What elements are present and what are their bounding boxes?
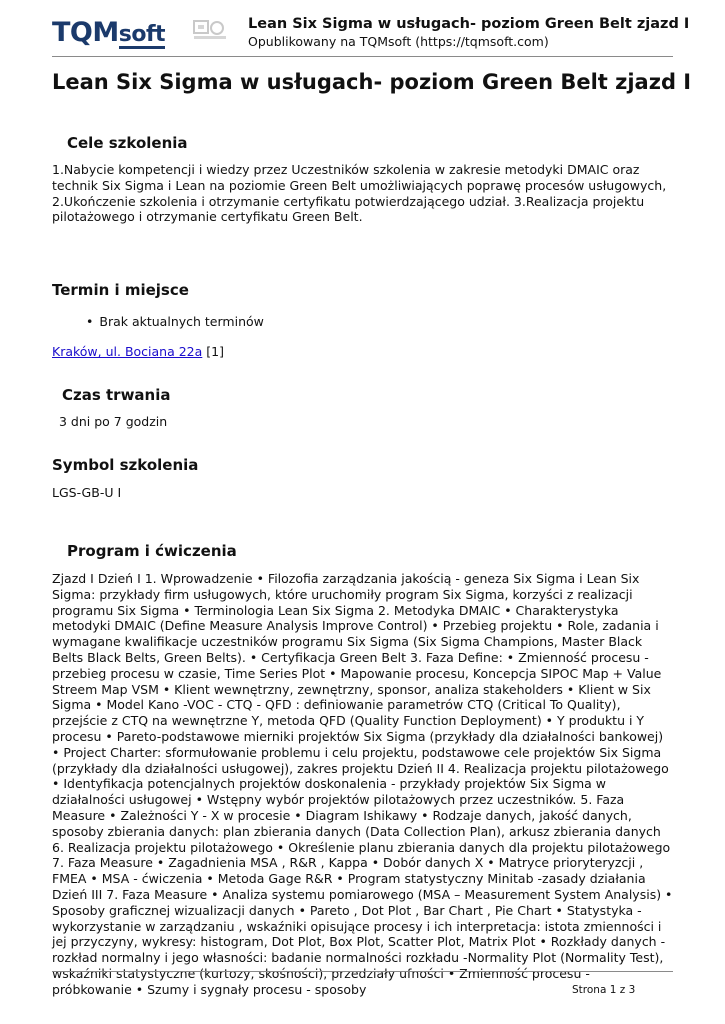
header-title: Lean Six Sigma w usługach- poziom Green Belt zjazd I	[248, 16, 690, 32]
location-link[interactable]: Kraków, ul. Bociana 22a	[52, 344, 203, 359]
logo-tqm-text: TQM	[52, 17, 119, 48]
program-text: Zjazd I Dzień I 1. Wprowadzenie • Filozofia zarządzania jakością - geneza Six Sigma i Lean Six Sigma: przykłady firm usługowych, które uruchomiły program Six Sigma, korzyści z realizacji programu Six Sigma • Terminologia Lean Six Sigma 2. Metodyka DMAIC • Charakterystyka metodyki DMAIC (Define Measure Analysis Improve Control) • Przebieg projektu • Role, zadania i wymagane kwalifikacje uczestników programu Six Sigma (Six Sigma Champions, Master Black Belts Black Belts, Green Belts). • Certyfikacja Green Belt 3. Faza Define: • Zmienność procesu - przebieg procesu w czasie, Time Series Plot • Mapowanie procesu, Koncepcja SIPOC Map + Value Streem Map VSM • Klient wewnętrzny, zewnętrzny, sponsor, analiza stakeholders • Klient w Six Sigma • Model Kano -VOC - CTQ - QFD : definiowanie parametrów CTQ (Critical To Quality), przejście z CTQ na wewnętrzne Y, metoda QFD (Quality Function Deployment) • Y produktu i Y procesu • Pareto-podstawowe mierniki projektów Six Sigma (przykłady dla działalności bankowej) • Project Charter: sformułowanie problemu i celu projektu, podstawowe cele projektów Six Sigma (przykłady dla działalności usługowej), zakres projektu Dzień II 4. Realizacja projektu pilotażowego • Identyfikacja potencjalnych projektów doskonalenia - przykłady projektów Six Sigma w działalności usługowej • Wstępny wybór projektów pilotażowych przez uczestników. 5. Faza Measure • Zależności Y - X w procesie • Diagram Ishikawy • Rodzaje danych, jakość danych, sposoby zbierania danych: plan zbierania danych (Data Collection Plan), arkusz zbierania danych 6. Realizacja projektu pilotażowego • Określenie planu zbierania danych dla projektu pilotażowego 7. Faza Measure • Zagadnienia MSA , R&R , Kappa • Dobór danych X • Matryce prioryteryzcji , FMEA • MSA - ćwiczenia • Metoda Gage R&R • Program statystyczny Minitab -zasady działania Dzień III 7. Faza Measure • Analiza systemu pomiarowego (MSA – Measurement System Analysis) • Sposoby graficznej wizualizacji danych • Pareto , Dot Plot , Bar Chart , Pie Chart • Statystyka - wykorzystanie w zarządzaniu , wskaźniki opisujące procesy i ich interpretacja: istota zmienności i jej przyczyny, wykresy: histogram, Dot Plot, Box Plot, Scatter Plot, Matrix Plot • Rozkłady danych - rozkład normalny i jego własności: badanie normalności rozkładu -Normality Plot (Normality Test), wskaźniki statystyczne (kurtozy, skośności), przedziały ufności • Zmienność procesu - próbkowanie • Szumy i sygnały procesu - sposoby	[52, 571, 673, 997]
symbol-text: LGS-GB-U I	[52, 485, 122, 500]
schedule-heading: Termin i miejsce	[52, 281, 189, 299]
schedule-list	[86, 314, 264, 330]
duration-heading: Czas trwania	[62, 386, 171, 404]
header-subtitle: Opublikowany na TQMsoft (https://tqmsoft.com)	[248, 34, 549, 49]
schedule-list-item: • Brak aktualnych terminów	[86, 314, 264, 330]
logo-decoration-icon	[192, 17, 228, 43]
location-ref: [1]	[206, 344, 225, 359]
symbol-heading: Symbol szkolenia	[52, 456, 199, 474]
footer-divider	[52, 971, 673, 972]
duration-text: 3 dni po 7 godzin	[59, 414, 168, 429]
goals-text: 1.Nabycie kompetencji i wiedzy przez Uczestników szkolenia w zakresie metodyki DMAIC oraz technik Six Sigma i Lean na poziomie Green Belt umożliwiających poprawę procesów usługowych, 2.Ukończenie szkolenia i otrzymanie certyfikatu potwierdzającego udział. 3.Realizacja projektu pilotażowego i otrzymanie certyfikatu Green Belt.	[52, 162, 667, 225]
page-title: Lean Six Sigma w usługach- poziom Green Belt zjazd I	[52, 70, 692, 94]
program-heading: Program i ćwiczenia	[67, 542, 237, 560]
goals-heading: Cele szkolenia	[67, 134, 188, 152]
tqmsoft-logo[interactable]	[52, 16, 165, 50]
page-header	[52, 12, 690, 57]
location-line	[52, 344, 224, 360]
logo-soft-text: soft	[118, 22, 166, 47]
page-number: Strona 1 z 3	[572, 984, 636, 996]
